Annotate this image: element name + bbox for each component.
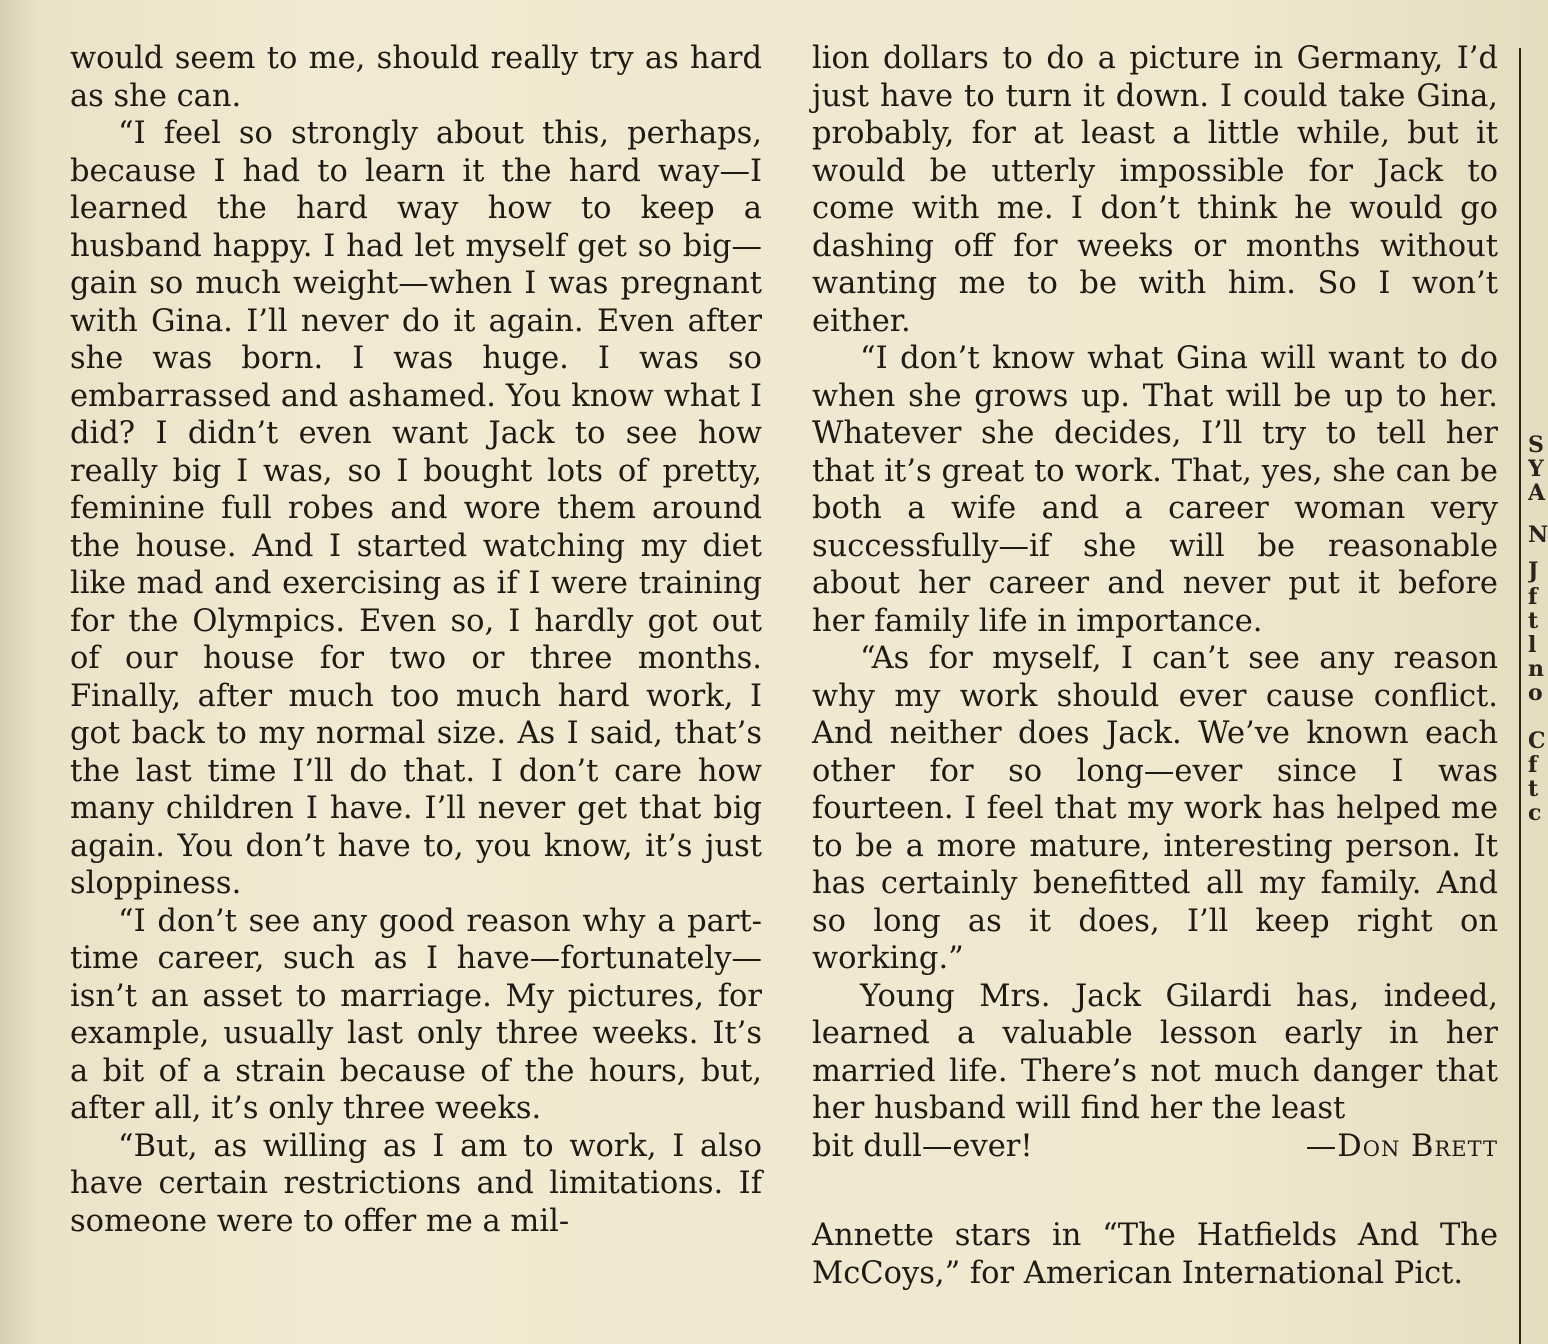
spacer: [812, 1165, 1498, 1217]
edge-fragment-10: C: [1528, 728, 1546, 754]
paragraph-4: “But, as willing as I am to work, I also have certain restrictions and limitations. If someone were to offer me a mil-: [70, 1128, 762, 1239]
edge-fragment-3: N: [1528, 522, 1548, 548]
edge-fragment-6: t: [1528, 608, 1539, 634]
paragraph-2: “I feel so strongly about this, perhaps, because I had to learn it the hard way—I learned the hard way how to keep a husband happy. I had let myself get so big—gain so much weight—when I was pregnant with Gina. I’ll never do it again. Even after she was born. I was huge. I was so embarrassed and ashamed. You know what I did? I didn’t even want Jack to see how really big I was, so I bought lots of pretty, feminine full robes and wore them around the house. And I started watching my diet like mad and exercising as if I were training for the Olympics. Even so, I hardly got out of our house for two or three months. Finally, after much too much hard work, I got back to my normal size. As I said, that’s the last time I’ll do that. I don’t care how many children I have. I’ll never get that big again. You don’t have to, you know, it’s just sloppiness.: [70, 116, 762, 901]
edge-fragment-12: t: [1528, 776, 1539, 802]
paragraph-5: lion dollars to do a picture in Germany, I’d just have to turn it down. I could take Gina, probably, for at least a little while, but it would be utterly impossible for Jack to come with me. I don’t think he would go dashing off for weeks or months without wanting me to be with him. So I won’t either.: [812, 41, 1498, 339]
edge-fragment-4: J: [1528, 558, 1539, 584]
edge-fragment-0: S: [1528, 432, 1544, 458]
column-rule: [1519, 48, 1521, 1344]
author-byline: —Don Brett: [1305, 1128, 1498, 1164]
edge-fragment-7: l: [1528, 632, 1537, 658]
right-column: [812, 40, 1498, 1292]
credit-line: Annette stars in “The Hatfields And The McCoys,” for American International Pict.: [812, 1218, 1498, 1291]
paragraph-8: Young Mrs. Jack Gilardi has, indeed, learned a valuable lesson early in her married life. There’s not much danger that her husband will find her the least: [812, 978, 1498, 1126]
edge-fragment-9: o: [1528, 680, 1543, 706]
closing-text: bit dull—ever!: [812, 1128, 1033, 1164]
edge-fragment-5: f: [1528, 584, 1538, 610]
edge-fragment-1: Y: [1528, 456, 1544, 482]
edge-fragment-8: n: [1528, 656, 1544, 682]
left-column: [70, 40, 762, 1240]
edge-fragment-13: c: [1528, 800, 1542, 826]
paragraph-7: “As for myself, I can’t see any reason why my work should ever cause conflict. And neither does Jack. We’ve known each other for so long—ever since I was fourteen. I feel that my work has helped me to be a more mature, interesting person. It has certainly benefitted all my family. And so long as it does, I’ll keep right on working.”: [812, 641, 1498, 976]
edge-fragment-2: A: [1528, 480, 1546, 506]
paragraph-3: “I don’t see any good reason why a part-time career, such as I have—fortunately—isn’t an asset to marriage. My pictures, for example, usually last only three weeks. It’s a bit of a strain because of the hours, but, after all, it’s only three weeks.: [70, 903, 762, 1126]
paragraph-6: “I don’t know what Gina will want to do when she grows up. That will be up to her. Whatever she decides, I’ll try to tell her that it’s great to work. That, yes, she can be both a wife and a career woman very successfully—if she will be reasonable about her career and never put it before her family life in importance.: [812, 341, 1498, 639]
signature-line: [812, 1128, 1498, 1166]
paragraph-1: would seem to me, should really try as hard as she can.: [70, 41, 762, 114]
edge-fragment-11: f: [1528, 752, 1538, 778]
